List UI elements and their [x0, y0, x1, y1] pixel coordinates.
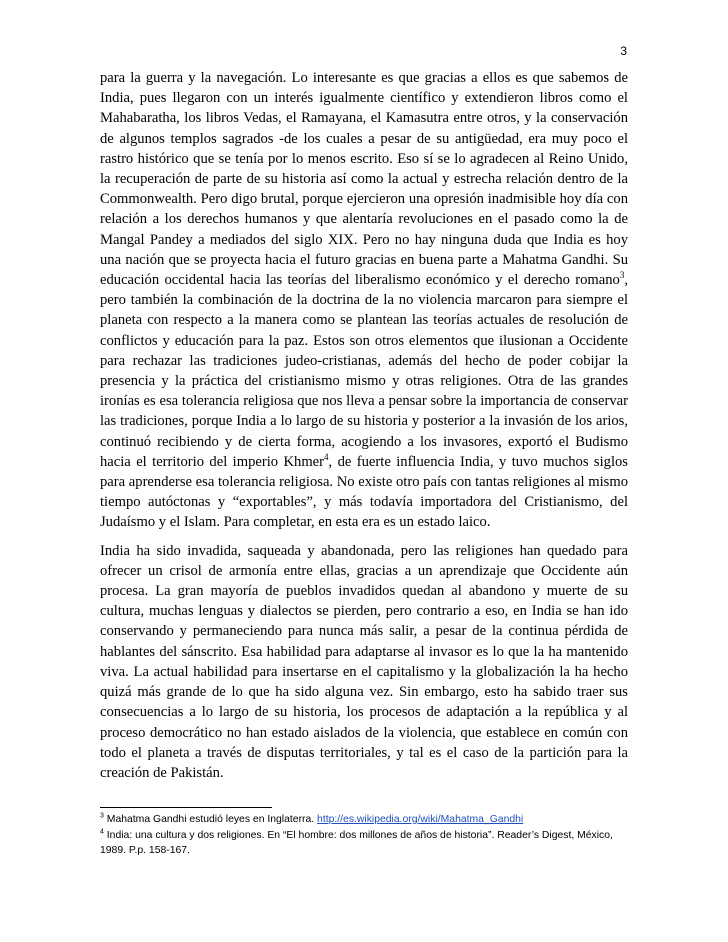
paragraph-1 — [100, 68, 628, 533]
page-number: 3 — [620, 44, 627, 58]
body-text — [100, 68, 628, 791]
paragraph-1-part-2: , pero también la combinación de la doctrina de la no violencia marcaron para siempre el planeta con respecto a la manera como se plantean las teorías actuales de resolución de conflictos y educación para la paz. Estos son otros elementos que ilusionan a Occidente para rechazar las tradiciones judeo-cristianas, además del hecho de poder cobijar la presencia y la práctica del cristianismo mismo y otras religiones. Otra de las grandes ironías es esa tolerancia religiosa que nos lleva a pensar sobre la importancia de conservar las tradiciones, porque India a lo largo de su historia y posterior a la invasión de los arios, continuó recibiendo y de cierta forma, acogiendo a los invasores, exportó el Budismo hacia el territorio del imperio Khmer — [100, 272, 628, 470]
footnote-4-number: 4 — [100, 828, 104, 836]
footnote-ref-3[interactable]: 3 — [619, 270, 625, 281]
paragraph-2: India ha sido invadida, saqueada y abandonada, pero las religiones han quedado para ofrecer un crisol de armonía entre ellas, gracias a un aprendizaje que Occidente aún procesa. La gran mayoría de pueblos invadidos quedan al abandono y muerte de su cultura, muchas lenguas y dialectos se pierden, pero contrario a eso, en India se han ido conservando y permaneciendo para nunca más salir, a pesar de la continua pérdida de hablantes del sánscrito. Esa habilidad para adaptarse al invasor es lo que la ha mantenido viva. La actual habilidad para insertarse en el capitalismo y la globalización la ha hecho quizá más grande de lo que ha sido alguna vez. Sin embargo, esto ha sabido traer sus consecuencias a lo largo de su historia, los procesos de adaptación a la república y al proceso democrático no han estado aislados de la violencia, que establece en común con todo el planeta a través de disputas territoriales, y tal es el caso de la partición para la creación de Pakistán. — [100, 542, 628, 781]
footnote-4 — [100, 828, 628, 859]
paragraph-1-part-3: , de fuerte influencia India, y tuvo muchos siglos para aprenderse esa tolerancia religiosa. No existe otro país con tantas religiones al mismo tiempo autóctonas y “exportables”, y más todavía importadora del Cristianismo, del Judaísmo y el Islam. Para completar, en esta era es un estado laico. — [100, 453, 628, 531]
footnotes — [100, 812, 628, 859]
footnote-3 — [100, 812, 628, 828]
footnote-3-number: 3 — [100, 812, 104, 820]
footnote-3-text: Mahatma Gandhi estudió leyes en Inglaterra. — [103, 814, 318, 825]
footnote-4-text: India: una cultura y dos religiones. En “El hombre: dos millones de años de historia”. Reader’s Digest, México, 1989. P.p. 158-167. — [100, 829, 613, 856]
footnote-separator — [100, 807, 272, 808]
footnote-ref-4[interactable]: 4 — [324, 452, 329, 462]
paragraph-1-part-1: para la guerra y la navegación. Lo interesante es que gracias a ellos es que sabemos de India, pues llegaron con un interés igualmente científico y extendieron libros como el Mahabaratha, los libros Vedas, el Ramayana, el Kamasutra entre otros, y la conservación de algunos templos sagrados -de los cuales a pesar de su antigüedad, era muy poco el rastro histórico que se tenía por lo menos escrito. Eso sí se lo agradecen al Reino Unido, la recuperación de parte de su historia así como la actual y estrecha relación dentro de la Commonwealth. Pero digo brutal, porque ejercieron una opresión inadmisible hoy día con relación a los derechos humanos y que alentaría revoluciones en el pasado como la de Mangal Pandey a mediados del siglo XIX. Pero no hay ninguna duda que India es hoy una nación que se proyecta hacia el futuro gracias en buena parte a Mahatma Gandhi. Su educación occidental hacia las teorías del liberalismo económico y el derecho romano — [100, 70, 628, 289]
footnote-3-link[interactable]: http://es.wikipedia.org/wiki/Mahatma_Gandhi — [317, 814, 524, 825]
